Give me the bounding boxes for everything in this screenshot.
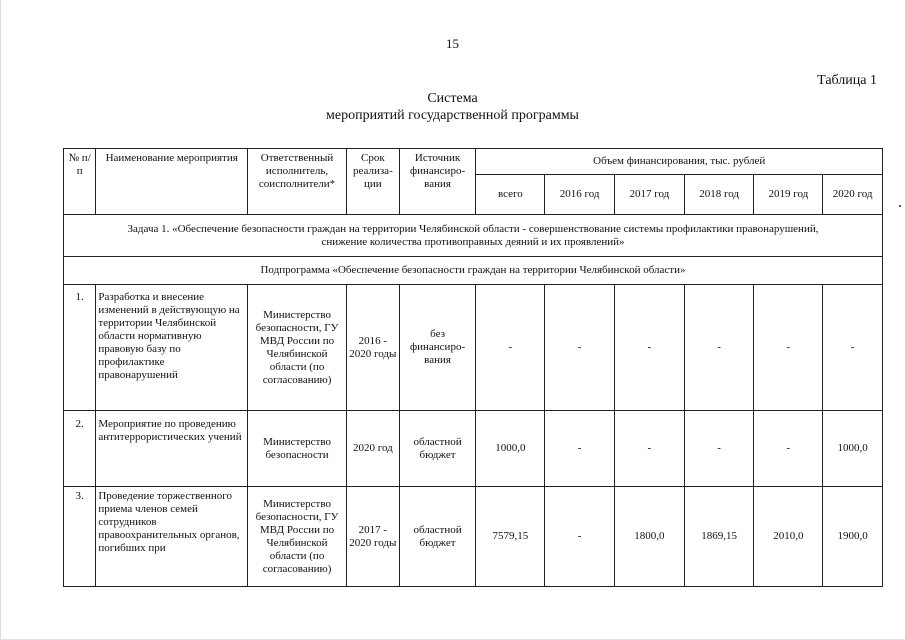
title-line-2: мероприятий государственной программы — [326, 108, 579, 123]
document-title — [0, 90, 905, 124]
row-2020: - — [823, 285, 883, 411]
page-number: 15 — [446, 36, 459, 51]
row-source: областной бюджет — [399, 487, 476, 587]
row-total: 1000,0 — [476, 411, 545, 487]
header-num: № п/п — [64, 149, 96, 215]
row-2019: - — [754, 411, 823, 487]
scan-speck — [899, 205, 901, 207]
row-num: 2. — [64, 411, 96, 487]
header-source: Источник финансиро-вания — [399, 149, 476, 215]
header-2017: 2017 год — [614, 175, 684, 215]
header-total: всего — [476, 175, 545, 215]
row-2018: - — [684, 285, 754, 411]
table-label: Таблица 1 — [817, 73, 877, 88]
header-term: Срок реализа-ции — [347, 149, 400, 215]
table-row — [64, 487, 883, 587]
row-source: без финансиро-вания — [399, 285, 476, 411]
row-2017: - — [614, 285, 684, 411]
row-name: Разработка и внесение изменений в действующую на территории Челябинской области нормативную правовую базу по профилактике правонарушений — [96, 285, 248, 411]
header-funding: Объем финансирования, тыс. рублей — [476, 149, 883, 175]
header-name: Наименование мероприятия — [96, 149, 248, 215]
header-2016: 2016 год — [545, 175, 615, 215]
measures-table — [63, 148, 883, 587]
row-total: 7579,15 — [476, 487, 545, 587]
row-source: областной бюджет — [399, 411, 476, 487]
title-line-1: Система — [427, 91, 478, 106]
row-name: Мероприятие по проведению антитеррористических учений — [96, 411, 248, 487]
header-2018: 2018 год — [684, 175, 754, 215]
row-2016: - — [545, 285, 615, 411]
row-num: 1. — [64, 285, 96, 411]
row-2019: - — [754, 285, 823, 411]
row-term: 2020 год — [347, 411, 400, 487]
row-total: - — [476, 285, 545, 411]
row-2020: 1900,0 — [823, 487, 883, 587]
row-2017: - — [614, 411, 684, 487]
row-2018: 1869,15 — [684, 487, 754, 587]
row-name: Проведение торжественного приема членов семей сотрудников правоохранительных органов, погибших при — [96, 487, 248, 587]
row-2016: - — [545, 487, 615, 587]
header-2019: 2019 год — [754, 175, 823, 215]
row-term: 2017 - 2020 годы — [347, 487, 400, 587]
row-term: 2016 - 2020 годы — [347, 285, 400, 411]
row-2016: - — [545, 411, 615, 487]
row-num: 3. — [64, 487, 96, 587]
task-row: Задача 1. «Обеспечение безопасности граждан на территории Челябинской области - совершенствование системы профилактики правонарушений, снижение количества противоправных деяний и их проявлений» — [64, 215, 883, 257]
row-2018: - — [684, 411, 754, 487]
row-2020: 1000,0 — [823, 411, 883, 487]
row-executor: Министерство безопасности, ГУ МВД России по Челябинской области (по согласованию) — [248, 487, 347, 587]
table-row — [64, 411, 883, 487]
subprogram-row: Подпрограмма «Обеспечение безопасности граждан на территории Челябинской области» — [64, 257, 883, 285]
table-row — [64, 285, 883, 411]
row-2017: 1800,0 — [614, 487, 684, 587]
header-executor: Ответственный исполнитель, соисполнители* — [248, 149, 347, 215]
row-executor: Министерство безопасности — [248, 411, 347, 487]
header-2020: 2020 год — [823, 175, 883, 215]
row-2019: 2010,0 — [754, 487, 823, 587]
row-executor: Министерство безопасности, ГУ МВД России по Челябинской области (по согласованию) — [248, 285, 347, 411]
